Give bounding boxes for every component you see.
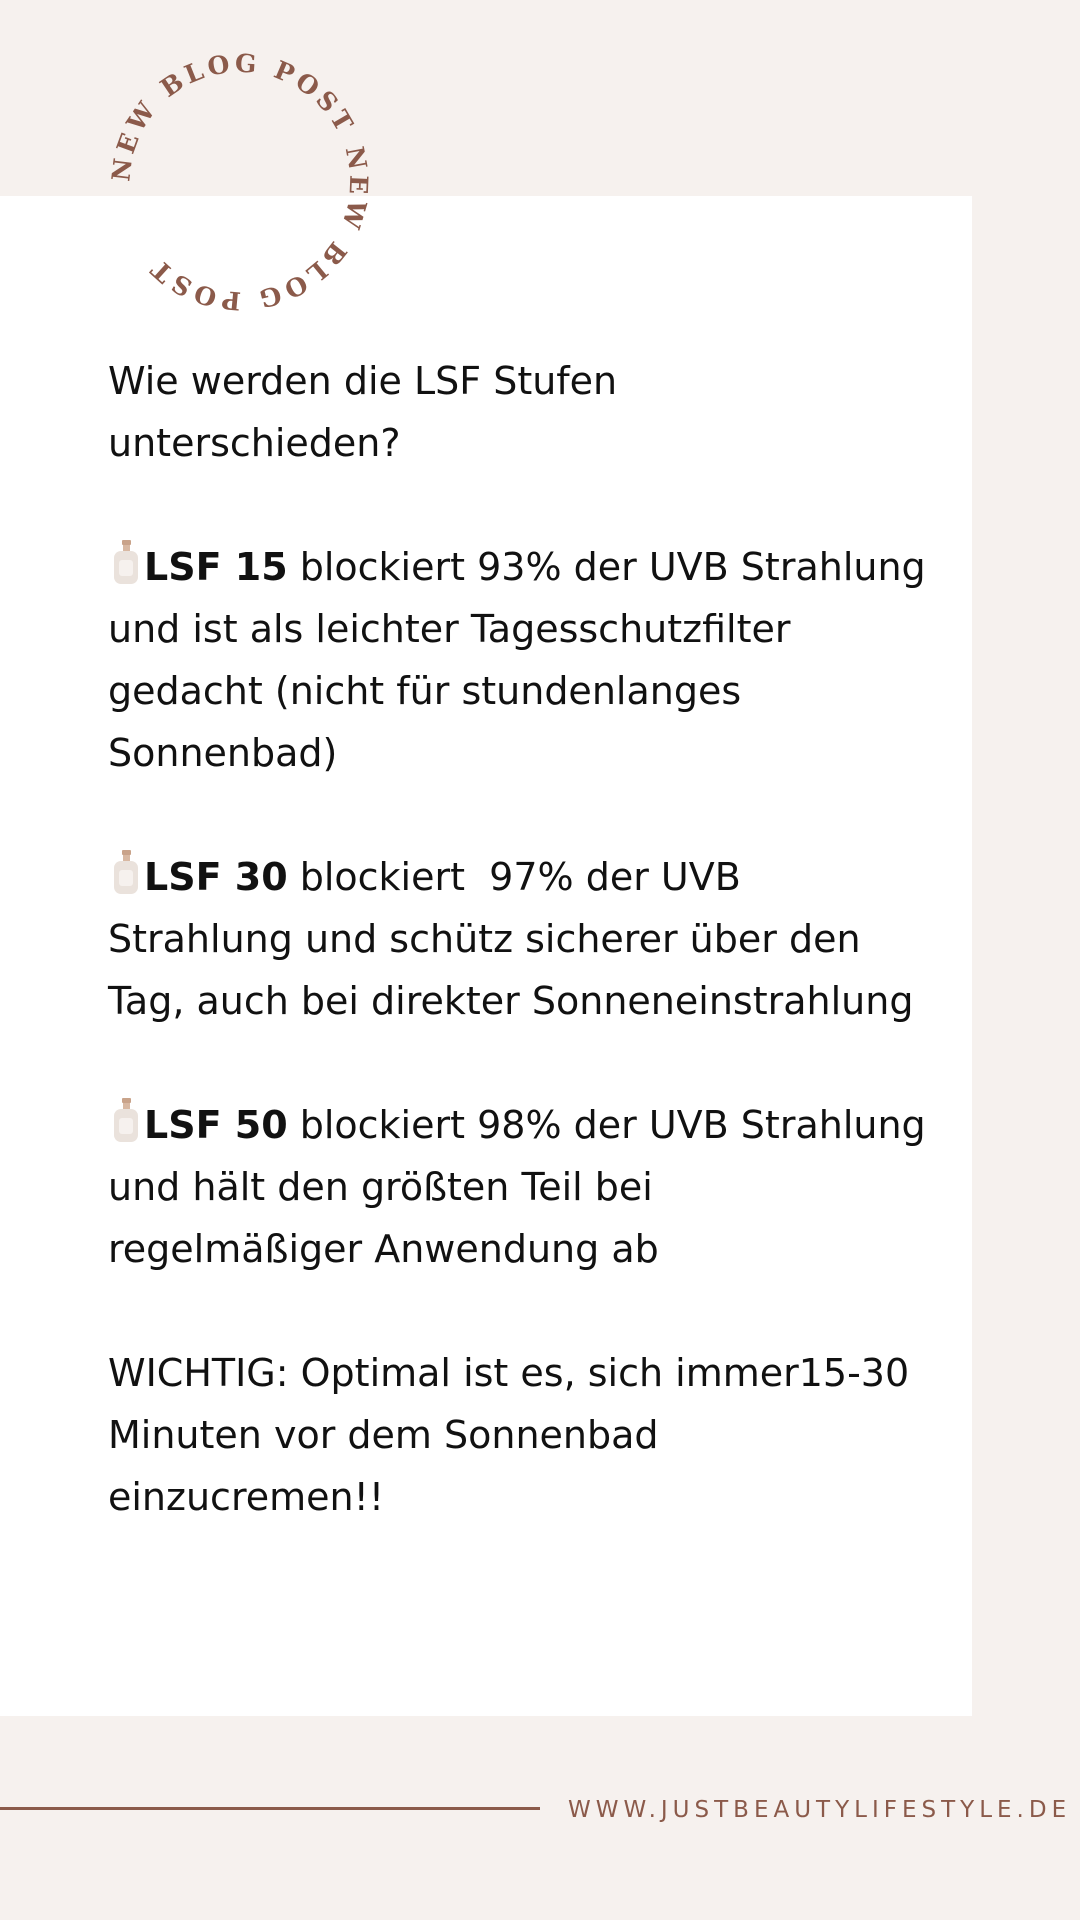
footer-divider (0, 1807, 540, 1810)
lsf-50-item: LSF 50 blockiert 98% der UVB Strahlung und hält den größten Teil bei regelmäßiger Anwendung ab (108, 1094, 928, 1280)
article-text (108, 350, 928, 1590)
badge-text: NEW BLOG POST NEW BLOG POST (106, 48, 374, 316)
new-blog-post-badge (100, 42, 380, 322)
lotion-bottle-icon (108, 850, 142, 896)
lsf-15-item: LSF 15 blockiert 93% der UVB Strahlung und ist als leichter Tagesschutzfilter gedacht (nicht für stundenlanges Sonnenbad) (108, 536, 928, 784)
lotion-bottle-icon (108, 1098, 142, 1144)
lotion-bottle-icon (108, 540, 142, 586)
intro-question: Wie werden die LSF Stufen unterschieden? (108, 359, 618, 465)
lsf-30-item: LSF 30 blockiert 97% der UVB Strahlung und schütz sicherer über den Tag, auch bei direkter Sonneneinstrahlung (108, 846, 928, 1032)
important-note: WICHTIG: Optimal ist es, sich immer15-30 Minuten vor dem Sonnenbad einzucremen!! (108, 1351, 910, 1519)
website-url: WWW.JUSTBEAUTYLIFESTYLE.DE (568, 1797, 1072, 1823)
